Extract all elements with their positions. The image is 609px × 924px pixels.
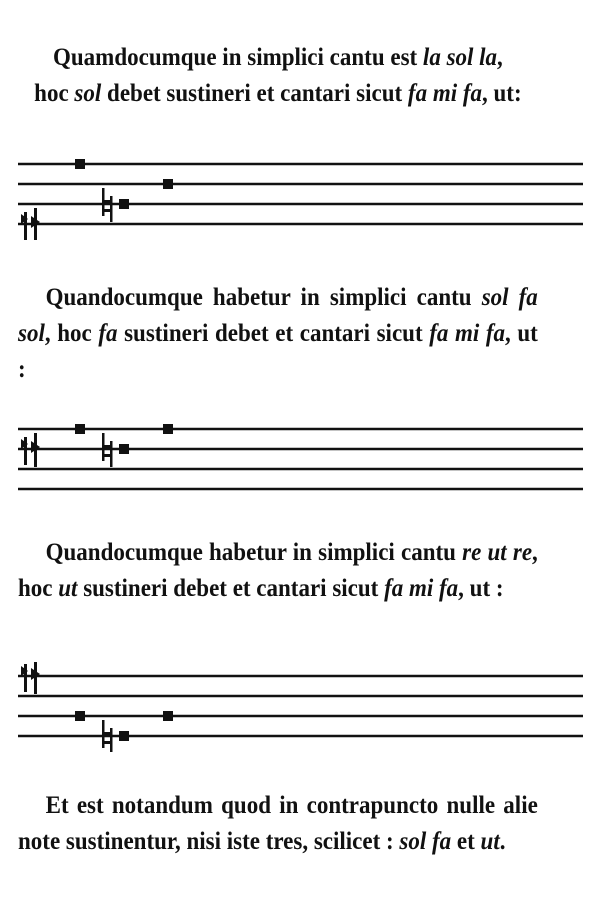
clef-stem-left [24, 212, 27, 240]
note-head [163, 179, 173, 189]
solmization-syllables: ut [58, 575, 78, 602]
c-clef-icon [21, 662, 40, 694]
text-segment: , hoc [44, 320, 99, 347]
note-head [119, 444, 129, 454]
natural-bar-top [102, 445, 112, 448]
text-segment: sustineri debet et cantari sicut [77, 575, 385, 602]
paragraph-4 [18, 788, 538, 860]
text-segment: , [497, 44, 503, 71]
text-segment: , ut : [18, 320, 538, 383]
note-head [75, 711, 85, 721]
solmization-syllables: sol fa sol [18, 284, 538, 347]
solmization-syllables: re ut re [462, 539, 533, 566]
solmization-syllables: sol [74, 80, 102, 107]
solmization-syllables: fa mi fa [384, 575, 459, 602]
music-example-1 [18, 150, 583, 240]
text-segment: Quandocumque habetur in simplici cantu [45, 539, 463, 566]
text-segment: , hoc [18, 539, 538, 602]
staff-svg-2 [18, 415, 583, 505]
natural-bar-bottom [102, 209, 112, 212]
text-segment: Quandocumque habetur in simplici cantu [45, 284, 482, 311]
text-segment: sustineri debet et cantari sicut [117, 320, 430, 347]
paragraph-1 [18, 40, 538, 112]
solmization-syllables: fa mi fa [429, 320, 506, 347]
clef-stem-left [24, 437, 27, 465]
note-head [119, 199, 129, 209]
staff-svg-1 [18, 150, 583, 240]
text-segment: Quamdocumque in simplici cantu est [52, 44, 423, 71]
note-head [75, 424, 85, 434]
natural-bar-top [102, 200, 112, 203]
music-example-2 [18, 415, 583, 505]
natural-stem-right [110, 728, 113, 752]
note-head [75, 159, 85, 169]
text-segment: , ut: [482, 80, 522, 107]
music-example-3 [18, 662, 583, 752]
note-head [119, 731, 129, 741]
natural-bar-bottom [102, 741, 112, 744]
clef-stem-left [24, 664, 27, 692]
paragraph-3 [18, 535, 538, 607]
natural-bar-top [102, 732, 112, 735]
text-segment: hoc [34, 80, 75, 107]
text-segment: , ut : [458, 575, 504, 602]
note-head [163, 711, 173, 721]
text-segment: Et est notandum quod in contrapuncto nulle alie note sustinentur, nisi iste tres, scilicet : [18, 792, 538, 855]
paragraph-2 [18, 280, 538, 388]
note-head [163, 424, 173, 434]
staff-svg-3 [18, 662, 583, 752]
solmization-syllables: sol fa [399, 828, 452, 855]
text-segment: debet sustineri et cantari sicut [101, 80, 408, 107]
solmization-syllables: ut [480, 828, 500, 855]
solmization-syllables: la sol la [422, 44, 498, 71]
solmization-syllables: fa [98, 320, 118, 347]
clef-stem-right [34, 662, 37, 694]
text-segment: et [451, 828, 481, 855]
text-segment: . [499, 828, 506, 855]
solmization-syllables: fa mi fa [407, 80, 483, 107]
natural-bar-bottom [102, 454, 112, 457]
